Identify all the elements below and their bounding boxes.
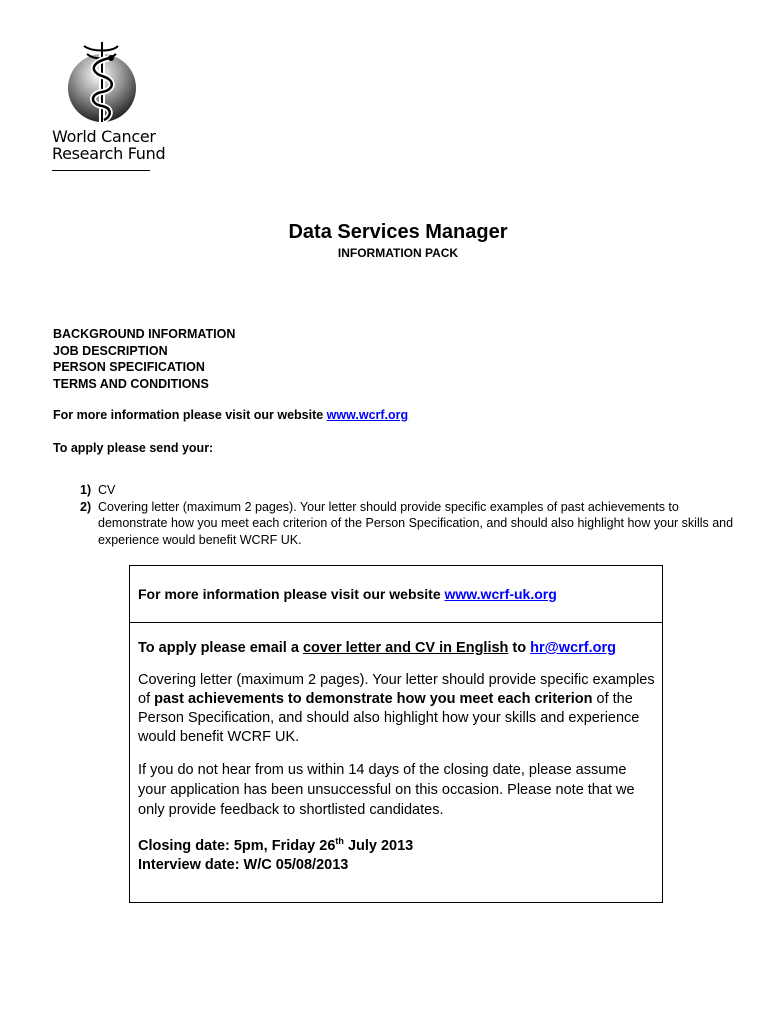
apply-email-to: to: [508, 640, 531, 656]
apply-email-prefix: To apply please email a: [138, 640, 303, 656]
hr-email-link[interactable]: hr@wcrf.org: [530, 640, 616, 656]
more-info-text: For more information please visit our website: [53, 408, 327, 422]
apply-step: [80, 499, 740, 549]
step-number: 2): [80, 499, 92, 514]
closing-date-ordinal: th: [335, 836, 344, 847]
closing-date: [138, 838, 413, 854]
contents-item-person-specification: PERSON SPECIFICATION: [53, 360, 205, 374]
box-more-info: [138, 586, 557, 602]
apply-email-line: [138, 639, 658, 658]
wcrf-logo: [52, 36, 166, 171]
cover-letter-paragraph: [138, 671, 658, 747]
cover-text-1: Covering letter (maximum 2 pages). Your letter should provide specific examples of: [138, 672, 655, 707]
contents-item-job-description: JOB DESCRIPTION: [53, 343, 168, 358]
interview-date: Interview date: W/C 05/08/2013: [138, 857, 349, 873]
application-info-box: [129, 565, 663, 903]
cover-text-bold: past achievements to demonstrate how you meet each criterion: [154, 691, 593, 707]
closing-date-prefix: Closing date: 5pm, Friday 26: [138, 838, 336, 854]
contents-list: [53, 326, 235, 392]
box-body: [138, 639, 658, 875]
apply-step: [80, 482, 740, 499]
apply-intro: To apply please send your:: [53, 441, 214, 455]
box-divider: [130, 622, 662, 623]
website-link[interactable]: www.wcrf.org: [326, 408, 409, 422]
step-text: CV: [98, 483, 116, 497]
contents-item-terms: TERMS AND CONDITIONS: [53, 376, 209, 391]
cover-text-2: of the Person Specification, and should also highlight how your skills and experience would benefit WCRF UK.: [138, 691, 640, 745]
step-text: Covering letter (maximum 2 pages). Your letter should provide specific examples of past achievements to demonstrate how you meet each criterion of the Person Specification, and should also highlight how your skills and experience would benefit WCRF UK.: [98, 499, 734, 547]
dates-paragraph: [138, 837, 658, 875]
logo-underline: [52, 170, 150, 171]
logo-name-line-2: Research Fund: [52, 144, 166, 163]
caduceus-globe-icon: [54, 36, 152, 124]
apply-email-docs: cover letter and CV in English: [302, 640, 509, 656]
page-subtitle: INFORMATION PACK: [337, 246, 459, 260]
no-response-paragraph: If you do not hear from us within 14 days of the closing date, please assume your application has been unsuccessful on this occasion. Please note that we only provide feedback to shortlisted candidates.: [138, 762, 635, 818]
apply-steps: [80, 482, 740, 548]
website-uk-link[interactable]: www.wcrf-uk.org: [444, 586, 557, 602]
contents-item-background: BACKGROUND INFORMATION: [53, 327, 236, 341]
box-more-info-text: For more information please visit our website: [138, 586, 445, 602]
logo-name-line-1: World Cancer: [52, 127, 156, 146]
step-number: 1): [80, 483, 92, 497]
closing-date-suffix: July 2013: [343, 838, 414, 854]
more-info-line: [53, 408, 408, 422]
page-title: Data Services Manager: [288, 221, 508, 243]
